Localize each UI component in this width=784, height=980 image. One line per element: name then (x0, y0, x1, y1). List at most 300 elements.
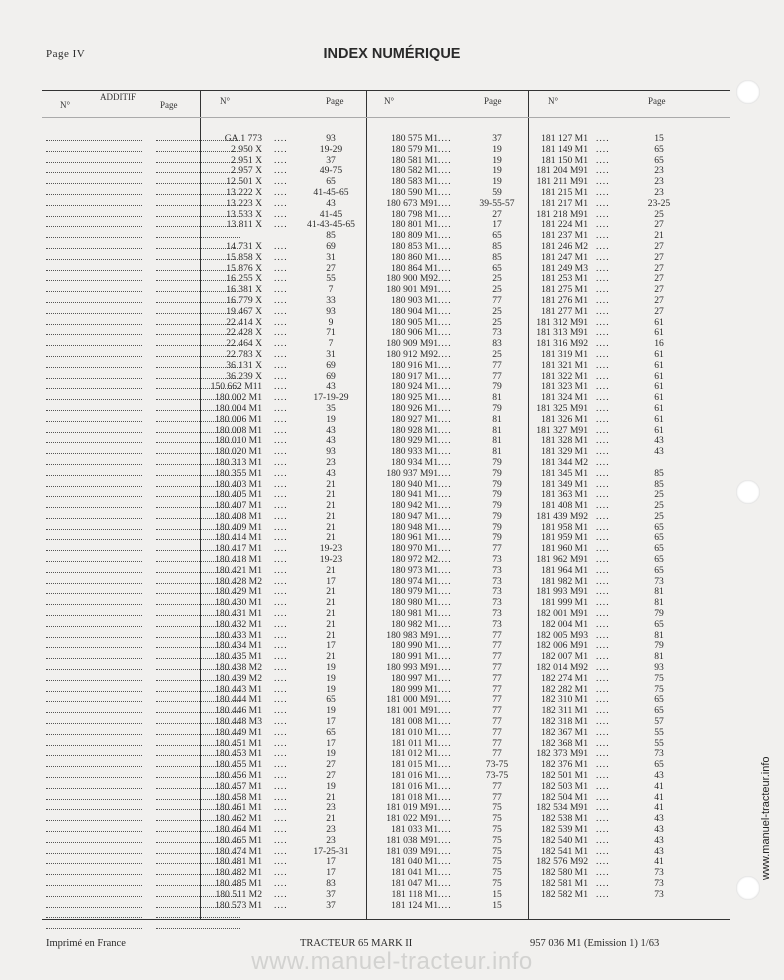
leader-dots: .... (274, 133, 288, 144)
page-reference: 15 (654, 133, 664, 144)
leader-dots: .... (438, 489, 452, 501)
leader-dots: .... (596, 780, 610, 792)
part-number: 180 982 M1 (391, 618, 438, 630)
index-entry (370, 469, 526, 480)
page-reference: 19 (326, 413, 336, 425)
page-reference: 61 (654, 359, 664, 371)
leader-dots: .... (596, 651, 610, 663)
leader-dots: .... (438, 456, 452, 468)
page-reference: 27 (654, 284, 664, 296)
part-number: 181 319 M1 (541, 348, 588, 360)
index-entry (204, 469, 364, 480)
page-reference: 57 (654, 716, 664, 728)
leader-dots: .... (596, 694, 610, 706)
leader-dots: .... (274, 662, 288, 674)
page-reference: 65 (492, 262, 502, 274)
page-reference: 71 (326, 327, 336, 339)
page-reference: 15 (492, 899, 502, 911)
page-reference: 77 (492, 726, 502, 738)
part-number: 180 909 M91 (386, 338, 438, 350)
leader-dots: .... (596, 618, 610, 630)
part-number: 180 458 M1 (215, 791, 262, 803)
leader-dots: .... (438, 186, 452, 198)
index-entry (204, 220, 364, 231)
part-number: 180 455 M1 (215, 759, 262, 771)
page-reference: 77 (492, 716, 502, 728)
page-reference: 37 (326, 154, 336, 166)
page-reference: 73 (492, 575, 502, 587)
page-reference: 43 (326, 424, 336, 436)
part-number: 180 355 M1 (215, 467, 262, 479)
part-number: 181 150 M1 (541, 154, 588, 166)
leader-dots: .... (596, 467, 610, 479)
additif-no-blank (46, 734, 142, 735)
leader-dots: .... (596, 748, 610, 760)
leader-dots: .... (438, 877, 452, 889)
additif-no-blank (46, 324, 142, 325)
part-number: 180 590 M1 (391, 186, 438, 198)
leader-dots: .... (438, 791, 452, 803)
leader-dots: .... (596, 176, 610, 188)
leader-dots: .... (438, 305, 452, 317)
leader-dots: .... (274, 608, 288, 620)
part-number: GA 1 773 (224, 133, 262, 144)
additif-no-blank (46, 561, 142, 562)
leader-dots: .... (438, 133, 452, 144)
additif-no-blank (46, 874, 142, 875)
leader-dots: .... (274, 564, 288, 576)
leader-dots: .... (596, 478, 610, 490)
part-number: 180 456 M1 (215, 770, 262, 782)
additif-no-blank (46, 809, 142, 810)
index-entry (532, 469, 692, 480)
page-reference: 77 (492, 683, 502, 695)
page-reference: 27 (326, 770, 336, 782)
part-number: 182 001 M91 (536, 608, 588, 620)
part-number: 180 434 M1 (215, 640, 262, 652)
page-reference: 85 (492, 251, 502, 263)
additif-no-blank (46, 658, 142, 659)
page-reference: 25 (654, 208, 664, 220)
page-reference: 16 (654, 338, 664, 350)
page-reference: 81 (654, 651, 664, 663)
page-reference: 65 (326, 694, 336, 706)
leader-dots: .... (438, 348, 452, 360)
part-number: 180 417 M1 (215, 543, 262, 555)
part-number: 180 421 M1 (215, 564, 262, 576)
page-reference: 65 (654, 618, 664, 630)
leader-dots: .... (274, 683, 288, 695)
leader-dots: .... (596, 392, 610, 404)
page-reference: 17 (326, 867, 336, 879)
leader-dots: .... (596, 338, 610, 350)
index-entry (204, 253, 364, 264)
leader-dots: .... (596, 845, 610, 857)
additif-no-blank (46, 831, 142, 832)
page-reference: 73 (492, 618, 502, 630)
part-number: 180 581 M1 (391, 154, 438, 166)
part-number: 181 118 M1 (391, 888, 438, 900)
leader-dots: .... (274, 824, 288, 835)
page-reference: 23 (326, 824, 336, 835)
part-number: 181 217 M1 (541, 197, 588, 209)
leader-dots: .... (596, 219, 610, 231)
leader-dots: .... (596, 348, 610, 360)
header-additif-no: N° (60, 100, 71, 110)
leader-dots: .... (438, 424, 452, 436)
page-reference: 27 (654, 251, 664, 263)
additif-no-blank (46, 626, 142, 627)
additif-no-blank (46, 291, 142, 292)
part-number: 182 373 M91 (536, 748, 588, 760)
index-entry (204, 415, 364, 426)
page-reference: 21 (326, 510, 336, 522)
page-reference: 77 (492, 629, 502, 641)
leader-dots: .... (596, 726, 610, 738)
additif-page-blank (156, 928, 240, 929)
part-number: 180 926 M1 (391, 402, 438, 414)
page-reference: 27 (654, 294, 664, 306)
leader-dots: .... (274, 856, 288, 868)
part-number: 181 408 M1 (541, 500, 588, 512)
page-reference: 79 (492, 381, 502, 393)
leader-dots: .... (438, 294, 452, 306)
part-number: 180 999 M1 (391, 683, 438, 695)
page-reference: 17 (326, 640, 336, 652)
page-reference: 79 (492, 456, 502, 468)
part-number: 15 876 X (226, 262, 262, 274)
part-number: 182 282 M1 (541, 683, 588, 695)
part-number: 13 811 X (226, 219, 262, 231)
header-col3-page: Page (648, 96, 666, 106)
page-reference: 39-55-57 (479, 197, 515, 209)
page-reference: 77 (492, 370, 502, 382)
page-reference: 75 (492, 834, 502, 846)
part-number: 12 501 X (226, 176, 262, 188)
footer-reference: 957 036 M1 (Emission 1) 1/63 (530, 938, 660, 949)
leader-dots: .... (274, 791, 288, 803)
part-number: 180 991 M1 (391, 651, 438, 663)
page-reference: 41 (654, 856, 664, 868)
part-number: 181 329 M1 (541, 446, 588, 458)
leader-dots: .... (274, 381, 288, 393)
leader-dots: .... (274, 273, 288, 285)
part-number: 182 541 M1 (541, 845, 588, 857)
page-reference: 79 (492, 478, 502, 490)
page-reference: 65 (654, 694, 664, 706)
leader-dots: .... (438, 208, 452, 220)
page-reference: 77 (492, 705, 502, 717)
additif-no-blank (46, 755, 142, 756)
leader-dots: .... (596, 370, 610, 382)
page-reference: 27 (654, 219, 664, 231)
page-reference: 75 (492, 813, 502, 825)
part-number: 180 008 M1 (215, 424, 262, 436)
leader-dots: .... (438, 888, 452, 900)
page-reference: 17 (326, 716, 336, 728)
part-number: 180 942 M1 (391, 500, 438, 512)
leader-dots: .... (596, 327, 610, 339)
leader-dots: .... (274, 651, 288, 663)
additif-no-blank (46, 367, 142, 368)
part-number: 182 368 M1 (541, 737, 588, 749)
header-divider (42, 117, 730, 118)
additif-no-blank (46, 302, 142, 303)
page-reference: 77 (492, 640, 502, 652)
index-entry (532, 836, 692, 847)
part-number: 181 041 M1 (391, 867, 438, 879)
part-number: 180 575 M1 (391, 133, 438, 144)
part-number: 181 149 M1 (541, 143, 588, 155)
index-entry (204, 728, 364, 739)
page-reference: 31 (326, 251, 336, 263)
leader-dots: .... (274, 446, 288, 458)
leader-dots: .... (438, 176, 452, 188)
page-reference: 77 (492, 662, 502, 674)
leader-dots: .... (274, 305, 288, 317)
leader-dots: .... (596, 716, 610, 728)
leader-dots: .... (596, 629, 610, 641)
index-entry (370, 728, 526, 739)
page-reference: 73-75 (485, 770, 509, 782)
additif-no-blank (46, 788, 142, 789)
page-reference: 21 (326, 629, 336, 641)
part-number: 182 539 M1 (541, 824, 588, 835)
additif-no-blank (46, 777, 142, 778)
page-reference: 43 (326, 467, 336, 479)
part-number: 180 431 M1 (215, 608, 262, 620)
leader-dots: .... (596, 737, 610, 749)
leader-dots: .... (596, 230, 610, 242)
leader-dots: .... (438, 770, 452, 782)
leader-dots: .... (274, 402, 288, 414)
leader-dots: .... (274, 176, 288, 188)
additif-no-blank (46, 799, 142, 800)
part-number: 180 403 M1 (215, 478, 262, 490)
page-reference: 61 (654, 327, 664, 339)
page-reference: 19 (326, 748, 336, 760)
leader-dots: .... (274, 251, 288, 263)
index-entry (204, 890, 364, 901)
page-reference: 73 (654, 575, 664, 587)
page-reference: 19 (492, 165, 502, 177)
leader-dots: .... (438, 532, 452, 544)
page-reference: 85 (492, 240, 502, 252)
part-number: 180 464 M1 (215, 824, 262, 835)
page-reference: 75 (492, 867, 502, 879)
leader-dots: .... (438, 640, 452, 652)
part-number: 180 438 M2 (215, 662, 262, 674)
leader-dots: .... (438, 402, 452, 414)
leader-dots: .... (596, 294, 610, 306)
leader-dots: .... (596, 381, 610, 393)
index-column-2 (370, 134, 526, 911)
page-reference: 61 (654, 413, 664, 425)
part-number: 180 020 M1 (215, 446, 262, 458)
page-reference: 43 (654, 845, 664, 857)
page-reference: 41-43-45-65 (307, 219, 355, 231)
part-number: 180 974 M1 (391, 575, 438, 587)
page-reference: 27 (654, 305, 664, 317)
part-number: 182 007 M1 (541, 651, 588, 663)
leader-dots: .... (438, 435, 452, 447)
leader-dots: .... (274, 888, 288, 900)
additif-no-blank (46, 863, 142, 864)
part-number: 180 428 M2 (215, 575, 262, 587)
page-reference: 79 (654, 640, 664, 652)
part-number: 180 579 M1 (391, 143, 438, 155)
additif-no-blank (46, 356, 142, 357)
page-reference: 81 (654, 586, 664, 598)
leader-dots: .... (274, 456, 288, 468)
page-reference: 43 (654, 824, 664, 835)
page-reference: 79 (492, 521, 502, 533)
leader-dots: .... (596, 759, 610, 771)
page-reference: 27 (326, 759, 336, 771)
leader-dots: .... (274, 284, 288, 296)
index-column-1 (204, 134, 364, 911)
page-reference: 65 (654, 705, 664, 717)
page-reference: 23 (326, 802, 336, 814)
additif-no-blank (46, 259, 142, 260)
leader-dots: .... (438, 392, 452, 404)
index-entry (532, 307, 692, 318)
page-reference: 25 (654, 510, 664, 522)
leader-dots: .... (274, 597, 288, 609)
index-entry (370, 901, 526, 912)
leader-dots: .... (596, 284, 610, 296)
part-number: 180 928 M1 (391, 424, 438, 436)
watermark: www.manuel-tracteur.info (251, 948, 533, 975)
page-reference: 19-29 (319, 143, 343, 155)
part-number: 180 405 M1 (215, 489, 262, 501)
page-reference: 65 (654, 143, 664, 155)
part-number: 180 449 M1 (215, 726, 262, 738)
part-number: 36 239 X (226, 370, 262, 382)
part-number: 180 927 M1 (391, 413, 438, 425)
leader-dots: .... (596, 575, 610, 587)
leader-dots: .... (274, 726, 288, 738)
part-number: 180 006 M1 (215, 413, 262, 425)
part-number: 180 917 M1 (391, 370, 438, 382)
leader-dots: .... (438, 230, 452, 242)
index-column-3 (532, 134, 692, 901)
additif-no-blank (46, 183, 142, 184)
page-reference: 49-75 (319, 165, 343, 177)
leader-dots: .... (274, 877, 288, 889)
leader-dots: .... (274, 165, 288, 177)
page-reference: 75 (492, 824, 502, 835)
page-reference: 81 (654, 629, 664, 641)
leader-dots: .... (438, 716, 452, 728)
leader-dots: .... (274, 467, 288, 479)
part-number: 15 858 X (226, 251, 262, 263)
index-entry (204, 145, 364, 156)
part-number: 181 325 M91 (536, 402, 588, 414)
index-entry (532, 145, 692, 156)
leader-dots: .... (274, 510, 288, 522)
part-number: 180 905 M1 (391, 316, 438, 328)
page-reference: 93 (326, 446, 336, 458)
part-number: 180 916 M1 (391, 359, 438, 371)
leader-dots: .... (596, 888, 610, 900)
leader-dots: .... (438, 446, 452, 458)
page-reference: 65 (492, 230, 502, 242)
part-number: 181 249 M3 (541, 262, 588, 274)
leader-dots: .... (274, 618, 288, 630)
part-number: 181 312 M91 (536, 316, 588, 328)
leader-dots: .... (438, 510, 452, 522)
leader-dots: .... (438, 478, 452, 490)
part-number: 180 429 M1 (215, 586, 262, 598)
part-number: 22 783 X (226, 348, 262, 360)
leader-dots: .... (274, 262, 288, 274)
additif-no-blank (46, 194, 142, 195)
leader-dots: .... (596, 424, 610, 436)
page-reference: 21 (326, 532, 336, 544)
leader-dots: .... (596, 316, 610, 328)
part-number: 181 047 M1 (391, 877, 438, 889)
page-reference: 23 (654, 176, 664, 188)
index-entry (204, 199, 364, 210)
part-number: 181 349 M1 (541, 478, 588, 490)
index-entry (532, 782, 692, 793)
part-number: 182 274 M1 (541, 672, 588, 684)
index-entry (204, 307, 364, 318)
leader-dots: .... (438, 284, 452, 296)
leader-dots: .... (596, 521, 610, 533)
part-number: 181 439 M92 (536, 510, 588, 522)
part-number: 180 439 M2 (215, 672, 262, 684)
page-reference: 21 (326, 618, 336, 630)
page-reference: 79 (492, 467, 502, 479)
additif-no-blank (46, 270, 142, 271)
page-reference: 23 (654, 186, 664, 198)
part-number: 16 779 X (226, 294, 262, 306)
additif-no-blank (46, 486, 142, 487)
leader-dots: .... (274, 327, 288, 339)
page-reference: 55 (654, 726, 664, 738)
page-reference: 27 (326, 262, 336, 274)
additif-no-blank (46, 248, 142, 249)
page-reference: 73 (654, 867, 664, 879)
page-reference: 93 (654, 662, 664, 674)
index-entry (204, 836, 364, 847)
leader-dots: .... (438, 726, 452, 738)
additif-no-blank (46, 745, 142, 746)
part-number: 180 453 M1 (215, 748, 262, 760)
part-number: 180 573 M1 (215, 899, 262, 911)
part-number: 180 809 M1 (391, 230, 438, 242)
page-reference: 21 (326, 813, 336, 825)
part-number: 181 960 M1 (541, 543, 588, 555)
leader-dots: .... (438, 327, 452, 339)
leader-dots: .... (438, 802, 452, 814)
additif-no-blank (46, 529, 142, 530)
part-number: 180 970 M1 (391, 543, 438, 555)
part-number: 180 979 M1 (391, 586, 438, 598)
page-reference: 73 (654, 877, 664, 889)
page-reference: 27 (654, 262, 664, 274)
page-reference: 77 (492, 780, 502, 792)
part-number: 181 344 M2 (541, 456, 588, 468)
part-number: 180 433 M1 (215, 629, 262, 641)
index-entry (204, 901, 364, 912)
part-number: 181 001 M91 (386, 705, 438, 717)
part-number: 182 503 M1 (541, 780, 588, 792)
leader-dots: .... (596, 413, 610, 425)
page-reference: 81 (492, 435, 502, 447)
